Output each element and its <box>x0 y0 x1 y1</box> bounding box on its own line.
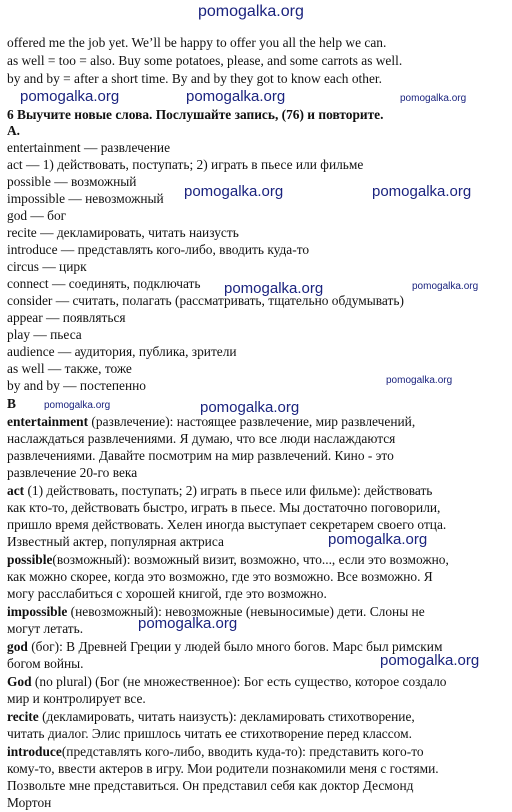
entry-line: развлечениями. Давайте посмотрим на мир развлечений. Кино - это <box>7 448 394 463</box>
entry-line <box>7 673 506 690</box>
entry-line <box>7 638 506 655</box>
entry-line: как можно скорее, когда это возможно, где это возможно. Все возможно. Я <box>7 569 433 584</box>
entry-text: (невозможный): невозможные (невыносимые) дети. Слоны не <box>67 604 425 619</box>
text-line: by and by = after a short time. By and by they got to know each other. <box>7 71 382 86</box>
entry-line <box>7 551 506 568</box>
entry-term: impossible <box>7 604 68 619</box>
vocab-item: act — 1) действовать, поступать; 2) играть в пьесе или фильме <box>7 157 364 172</box>
entry-text: (декламировать, читать наизусть): декламировать стихотворение, <box>38 709 415 724</box>
watermark: pomogalka.org <box>186 88 286 105</box>
entry-line <box>7 603 506 620</box>
vocab-item: appear — появляться <box>7 310 126 325</box>
entry-line <box>7 708 506 725</box>
entry-line: Позвольте мне представиться. Он представил себя как доктор Десмонд <box>7 778 414 793</box>
task-heading: 6 Выучите новые слова. Послушайте запись, (76) и повторите. <box>7 107 384 122</box>
vocab-item: consider — считать, полагать (рассматривать, тщательно обдумывать) <box>7 293 404 308</box>
entry-line: наслаждаться развлечениями. Я думаю, что все люди наслаждаются <box>7 431 396 446</box>
entry-term: possible <box>7 552 53 567</box>
entry-line: Мортон <box>7 795 52 810</box>
entry-line: богом войны. <box>7 656 84 671</box>
watermark: pomogalka.org <box>412 281 479 292</box>
entry-line: могу расслабиться с хорошей книгой, где это возможно. <box>7 586 327 601</box>
vocab-item: play — пьеса <box>7 327 82 342</box>
vocab-item: god — бог <box>7 208 67 223</box>
watermark: pomogalka.org <box>380 652 480 669</box>
vocab-item: circus — цирк <box>7 259 87 274</box>
entry-line: кому-то, ввести актеров в игру. Мои родители познакомили меня с гостями. <box>7 761 439 776</box>
section-label-b: B <box>7 396 16 411</box>
entry-term: introduce <box>7 744 62 759</box>
vocab-item: recite — декламировать, читать наизусть <box>7 225 239 240</box>
entry-term: recite <box>7 709 39 724</box>
vocab-item: entertainment — развлечение <box>7 140 171 155</box>
watermark: pomogalka.org <box>224 280 324 297</box>
watermark: pomogalka.org <box>328 531 428 548</box>
entry-line <box>7 743 506 760</box>
entry-text: (1) действовать, поступать; 2) играть в пьесе или фильме): действовать <box>24 483 433 498</box>
watermark: pomogalka.org <box>200 399 300 416</box>
entry-line: Известный актер, популярная актриса <box>7 534 224 549</box>
entry-term: entertainment <box>7 414 89 429</box>
vocab-item: as well — также, тоже <box>7 361 132 376</box>
vocab-item: impossible — невозможный <box>7 191 164 206</box>
watermark: pomogalka.org <box>386 375 453 386</box>
entry-text: (возможный): возможный визит, возможно, что..., если это возможно, <box>52 552 449 567</box>
entry-term: god <box>7 639 28 654</box>
entry-line: читать диалог. Элис пришлось читать ее стихотворение перед классом. <box>7 726 412 741</box>
entry-line <box>7 482 506 499</box>
text-line: offered me the job yet. We’ll be happy to offer you all the help we can. <box>7 35 387 50</box>
entry-term: God <box>7 674 32 689</box>
entry-text: (представлять кого-либо, вводить куда-то): представить кого-то <box>61 744 424 759</box>
entry-line <box>7 413 506 430</box>
entry-line: как кто-то, действовать быстро, играть в пьесе. Мы достаточно поговорили, <box>7 500 441 515</box>
vocab-item: audience — аудитория, публика, зрители <box>7 344 237 359</box>
entry-line: пришло время действовать. Хелен иногда выступает секретарем своего отца. <box>7 517 447 532</box>
vocab-item: connect — соединять, подключать <box>7 276 201 291</box>
entry-text: (развлечение): настоящее развлечение, мир развлечений, <box>88 414 416 429</box>
watermark: pomogalka.org <box>400 93 467 104</box>
entry-text: (no plural) (Бог (не множественное): Бог есть существо, которое создало <box>31 674 447 689</box>
watermark: pomogalka.org <box>138 615 238 632</box>
entry-line: развлечение 20-го века <box>7 465 138 480</box>
entry-text: (бог): В Древней Греции у людей было много богов. Марс был римским <box>27 639 443 654</box>
watermark: pomogalka.org <box>44 400 111 411</box>
watermark: pomogalka.org <box>198 3 304 20</box>
entry-line: могут летать. <box>7 621 84 636</box>
section-label-a: A. <box>7 123 21 138</box>
vocab-item: introduce — представлять кого-либо, вводить куда-то <box>7 242 310 257</box>
vocab-item: by and by — постепенно <box>7 378 146 393</box>
entry-term: act <box>7 483 25 498</box>
text-line: as well = too = also. Buy some potatoes, please, and some carrots as well. <box>7 53 403 68</box>
entry-line: мир и контролирует все. <box>7 691 146 706</box>
watermark: pomogalka.org <box>20 88 120 105</box>
watermark: pomogalka.org <box>372 183 472 200</box>
watermark: pomogalka.org <box>184 183 284 200</box>
vocab-item: possible — возможный <box>7 174 137 189</box>
